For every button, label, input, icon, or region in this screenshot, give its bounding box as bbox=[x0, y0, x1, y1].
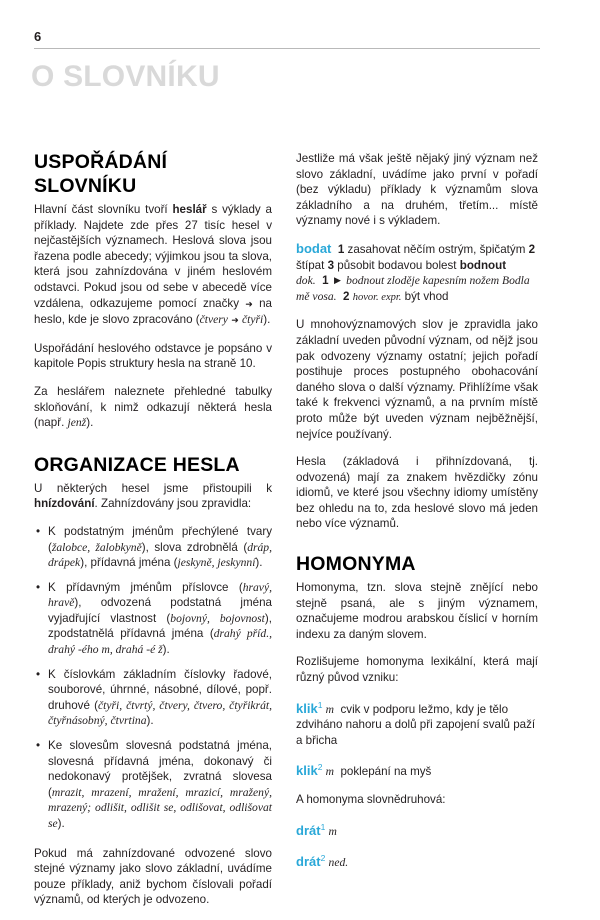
section-title-homonyma: HOMONYMA bbox=[296, 553, 416, 576]
page-number: 6 bbox=[34, 29, 42, 44]
section-title-organizace: ORGANIZACE HESLA bbox=[34, 453, 240, 476]
paragraph-jestlize: Jestliže má však ještě nějaký jiný význam než slovo základní, uvádíme jako první v pořadí (bez výkladu) příklady k významům slova základního a na druhém, třetím... místě významy nové i s výkladem. bbox=[296, 152, 538, 228]
arrow-icon: ➜ bbox=[231, 315, 239, 326]
list-item: • K číslovkám základním číslovky řadové, souborové, úhrnné, násobné, dílové, popř. druhové (čtyři, čtvrtý, čtvery, čtvero, čtyřikrát, čtyřnásobný, čtvrtina). bbox=[48, 667, 272, 729]
paragraph-lexikalni: Rozlišujeme homonyma lexikální, která mají různý původ vzniku: bbox=[296, 655, 538, 685]
paragraph-hnizdovani: U některých hesel jsme přistoupili k hnízdování. Zahnízdovány jsou zpravidla: bbox=[34, 481, 272, 511]
paragraph-tabulky: Za heslářem naleznete přehledné tabulky skloňování, k nimž odkazují některá hesla (např. jenž). bbox=[34, 384, 272, 430]
list-item: • K přídavným jménům příslovce (hravý, hravě), odvozená podstatná jména vyjadřující vlastnost (bojovný, bojovnost), zpodstatnělá přídavná jména (drahý příd., drahý -ého m, drahá -é ž). bbox=[48, 580, 272, 658]
nesting-list bbox=[34, 524, 272, 832]
paragraph-homonyma: Homonyma, tzn. slova stejně znějící nebo stejně psaná, ale s jiným významem, označujeme modrou arabskou číslicí v horním indexu za daným slovem. bbox=[296, 581, 538, 641]
entry-drat-1: drát$^1$ m bbox=[296, 821, 337, 838]
section-title-usporadani: USPOŘÁDÁNÍ SLOVNÍKU bbox=[34, 151, 168, 197]
chapter-title: O SLOVNÍKU bbox=[31, 60, 220, 93]
example-bodat: bodat 1 zasahovat něčím ostrým, špičatým 2 štípat 3 působit bodavou bolest bodnout dok. 1 ► bodnout zloděje kapesním nožem Bodla mě vosa. 2 hovor. expr. být vhod bbox=[296, 240, 536, 303]
entry-klik-1: klik$^1$ m cvik v podporu ležmo, kdy je tělo zdviháno nahoru a dolů při zapojení svalů paží a břicha bbox=[296, 699, 536, 747]
paragraph-pokud: Pokud má zahnízdované odvozené slovo stejné významy jako slovo základní, uvádíme pouze příklady, aniž bychom číslovali pořadí významů, od kterých je odvozeno. bbox=[34, 846, 272, 907]
paragraph-mnohovyznamova: U mnohovýznamových slov je zpravidla jako základní uveden původní význam, od nějž jsou pak odvozeny významy ostatní; jejich pořadí postihuje proces postupného obohacování daného slova o další významy. Přihlížíme však také k frekvenci významů, a na prvním místě proto může být uveden význam nejběžnější, nejvíce používaný. bbox=[296, 318, 538, 441]
paragraph-heslar: Hlavní část slovníku tvoří heslář s výklady a příklady. Najdete zde přes 27 tisíc hesel v nejčastějších významech. Heslová slova jsou řazena podle abecedy; výjimkou jsou ta slova, která jsou zahnízdována v jiném heslovém odstavci. Pokud jsou od sebe v abecedě více vzdálena, odkazujeme pomocí značky ➜ na heslo, kde je slovo zpracováno (čtvery ➜ čtyři). bbox=[34, 203, 272, 327]
list-item: • K podstatným jménům přechýlené tvary (žalobce, žalobkyně), slova zdrobnělá (dráp, drápek), přídavná jména (jeskyně, jeskynní). bbox=[48, 524, 272, 571]
arrow-icon: ➜ bbox=[245, 298, 253, 309]
entry-klik-2: klik$^2$ m poklepání na myš bbox=[296, 762, 432, 779]
list-item: • Ke slovesům slovesná podstatná jména, slovesná přídavná jména, dokonavý či nedokonavý protějšek, zvratná slovesa (mrazit, mrazení, mražení, mrazicí, mražený, mrazený; odlišit, odlišit se, odlišovat, odlišovat se). bbox=[48, 738, 272, 832]
example-marker-icon: ► bbox=[331, 274, 344, 288]
right-column bbox=[296, 151, 538, 883]
paragraph-hesla: Hesla (základová i přihnízdovaná, tj. odvozená) mají za znakem hvězdičky zónu idiomů, ve které jsou všechny idiomy umístěny bez ohledu na to, zda heslové slovo má jeden nebo více významů. bbox=[296, 455, 538, 531]
paragraph-slovnedruhova: A homonyma slovnědruhová: bbox=[296, 793, 446, 806]
left-column bbox=[34, 150, 272, 920]
paragraph-popis: Uspořádání heslového odstavce je popsáno v kapitole Popis struktury hesla na straně 10. bbox=[34, 341, 272, 371]
entry-drat-2: drát$^2$ ned. bbox=[296, 853, 349, 870]
header-rule bbox=[34, 48, 540, 49]
